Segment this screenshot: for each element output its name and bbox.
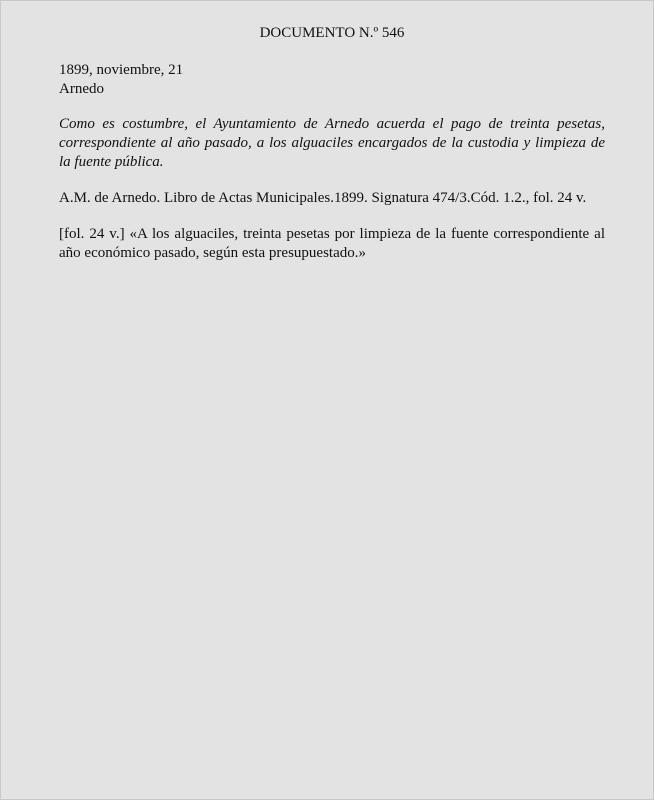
document-content (59, 23, 605, 263)
document-title: DOCUMENTO N.º 546 (259, 25, 405, 41)
document-meta (59, 61, 605, 99)
document-transcription: [fol. 24 v.] «A los alguaciles, treinta pesetas por limpieza de la fuente correspondiente al año económico pasado, según esta presupuestado.» (59, 226, 605, 261)
document-source: A.M. de Arnedo. Libro de Actas Municipales.1899. Signatura 474/3.Cód. 1.2., fol. 24 v. (59, 190, 587, 206)
document-date: 1899, noviembre, 21 (59, 62, 184, 78)
document-place: Arnedo (59, 81, 104, 97)
document-summary: Como es costumbre, el Ayuntamiento de Arnedo acuerda el pago de treinta pesetas, correspondiente al año pasado, a los alguaciles encargados de la custodia y limpieza de la fuente pública. (59, 116, 605, 170)
